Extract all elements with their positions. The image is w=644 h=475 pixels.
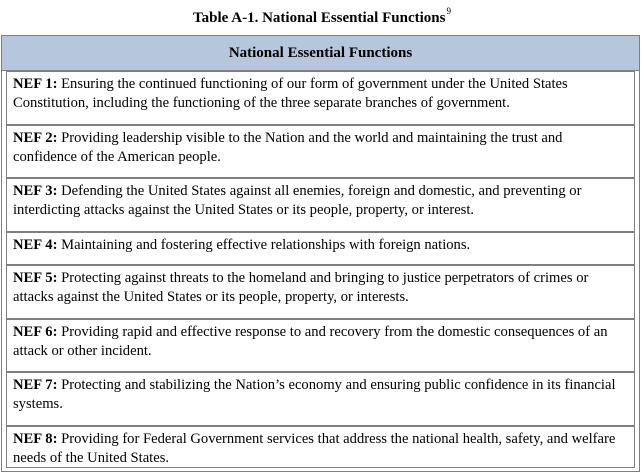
row-text: Ensuring the continued functioning of our form of government under the United States Constitution, including the functioning of the three separate branches of government. [13,76,568,111]
table-caption [0,3,644,28]
table-row-nef-2 [6,125,635,178]
row-text: Providing rapid and effective response to and recovery from the domestic consequences of an attack or other incident. [13,324,608,359]
row-text: Protecting against threats to the homeland and bringing to justice perpetrators of crimes or attacks against the United States or its people, property, or interests. [13,270,589,305]
row-text: Protecting and stabilizing the Nation’s economy and ensuring public confidence in its financial systems. [13,377,616,412]
table-row-nef-7 [6,372,635,426]
row-label: NEF 7: [13,377,58,393]
table-body [6,71,635,467]
table-row-nef-6 [6,319,635,372]
row-text: Providing for Federal Government services that address the national health, safety, and welfare needs of the United States. [13,431,616,466]
table-row-nef-4 [6,232,635,265]
table-header: National Essential Functions [2,36,639,71]
row-label: NEF 3: [13,183,58,199]
row-label: NEF 4: [13,237,58,253]
table-row-nef-8 [6,426,635,468]
row-label: NEF 6: [13,324,58,340]
essential-functions-table [1,35,640,472]
table-row-nef-3 [6,178,635,232]
row-text: Maintaining and fostering effective relationships with foreign nations. [57,237,471,253]
table-row-nef-5 [6,265,635,319]
row-label: NEF 2: [13,130,58,146]
row-text: Defending the United States against all enemies, foreign and domestic, and preventing or interdicting attacks against the United States or its people, property, or interest. [13,183,582,218]
row-label: NEF 8: [13,431,58,447]
row-label: NEF 1: [13,76,58,92]
row-label: NEF 5: [13,270,58,286]
footnote-marker[interactable]: 9 [446,6,451,16]
row-text: Providing leadership visible to the Nation and the world and maintaining the trust and confidence of the American people. [13,130,563,165]
caption-title: Table A-1. National Essential Functions [193,10,446,26]
table-row-nef-1 [6,71,635,125]
